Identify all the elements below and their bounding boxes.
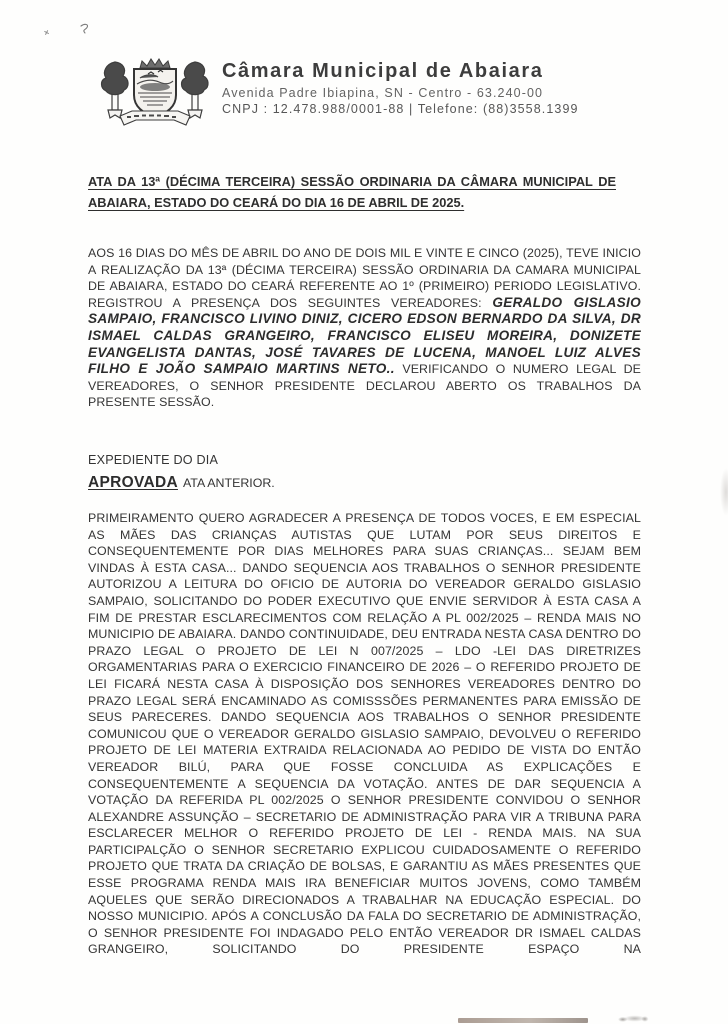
minutes-paragraph: PRIMEIRAMENTO QUERO AGRADECER A PRESENÇA DE TODOS VOCES, E EM ESPECIAL AS MÃES DAS CRIANÇAS AUTISTAS QUE LUTAM POR SEUS DIREITOS E CONSEQUENTEMENTE POR DIAS MELHORES PARA SUAS CRIANÇAS... SEJAM BEM VINDAS À ESTA CASA... DANDO SEQUENCIA AOS TRABALHOS O SENHOR PRESIDENTE AUTORIZOU A LEITURA DO OFICIO DE AUTORIA DO VEREADOR GERALDO GISLASIO SAMPAIO, SOLICITANDO DO PODER EXECUTIVO QUE ENVIE SERVIDOR À ESTA CASA A FIM DE PRESTAR ESCLARECIMENTOS COM RELAÇÃO A PL 002/2025 – RENDA MAIS NO MUNICIPIO DE ABAIARA. DANDO CONTINUIDADE, DEU ENTRADA NESTA CASA DENTRO DO PRAZO LEGAL O PROJETO DE LEI N 007/2025 – LDO -LEI DAS DIRETRIZES ORGAMENTARIAS PARA O EXERCICIO FINANCEIRO DE 2026 – O REFERIDO PROJETO DE LEI FICARÁ NESTA CASA À DISPOSIÇÃO DOS SENHORES VEREADORES DENTRO DO PRAZO LEGAL SERÁ ENCAMINADO AS COMISSSÕES PERMANENTES PARA EMISSÃO DE SEUS PARECERES. DANDO SEQUENCIA AOS TRABALHOS O SENHOR PRESIDENTE COMUNICOU QUE O VEREADOR GERALDO GISLASIO SAMPAIO, DEVOLVEU O REFERIDO PROJETO DE LEI MATERIA EXTRAIDA RELACIONADA AO PEDIDO DE VISTA DO ENTÃO VEREADOR BILÚ, PARA QUE FOSSE CONCLUIDA AS EXPLICAÇÕES E CONSEQUENTEMENTE A SEQUENCIA DA VOTAÇÃO. ANTES DE DAR SEQUENCIA A VOTAÇÃO DA REFERIDA PL 002/2025 O SENHOR PRESIDENTE CONVIDOU O SENHOR ALEXANDRE ASSUNÇÃO – SECRETARIO DE ADMINISTRAÇÃO PARA VIR A TRIBUNA PARA ESCLARECER MELHOR O REFERIDO PROJETO DE LEI - RENDA MAIS. NA SUA PARTICIPALÇÃO O SENHOR SECRETARIO EXPLICOU CUIDADOSAMENTE O REFERIDO PROJETO QUE TRATA DA CRIAÇÃO DE BOLSAS, E GARANTIU AS MÃES PRESENTES QUE ESSE PROGRAMA RENDA MAIS IRA BENEFICIAR MUITOS JOVENS, COMO TAMBÉM AQUELES QUE SERÃO DIRECIONADOS A TRABALHAR NA EDUCAÇÃO ESPECIAL. DO NOSSO MUNICIPIO. APÓS A CONCLUSÃO DA FALA DO SECRETARIO DE ADMINISTRAÇÃO, O SENHOR PRESIDENTE FOI INDAGADO PELO ENTÃO VEREADOR DR ISMAEL CALDAS GRANGEIRO, SOLICITANDO DO PRESIDENTE ESPAÇO NA [88,511,641,957]
aprovada-line [88,474,275,492]
opening-paragraph-lead: AOS 16 DIAS DO MÊS DE ABRIL DO ANO DE DOIS MIL E VINTE E CINCO (2025), TEVE INICIO A REALIZAÇÃO DA 13ª (DÉCIMA TERCEIRA) SESSÃO ORDINARIA DA CAMARA MUNICIPAL DE ABAIARA, ESTADO DO CEARÁ REFERENTE AO 1º (PRIMEIRO) PERIODO LEGISLATIVO. REGISTROU A PRESENÇA DOS SEGUINTES VEREADORES: [88,246,641,310]
aprovada-rest: ATA ANTERIOR. [182,476,275,490]
opening-paragraph [88,245,641,411]
expediente-heading: EXPEDIENTE DO DIA [88,453,219,467]
scan-edge-smudge [720,468,728,516]
opening-paragraph-tail: VERIFICANDO O NUMERO LEGAL DE VEREADORES, O SENHOR PRESIDENTE DECLAROU ABERTO OS TRABALHOS DA PRESENTE SESSÃO. [88,362,641,410]
abaiara-coat-of-arms-icon [96,54,214,143]
scan-bottom-bar [458,1018,588,1023]
org-name: Câmara Municipal de Abaiara [222,60,544,82]
org-address: Avenida Padre Ibiapina, SN - Centro - 63.240-00 [222,86,544,100]
councilmen-names: GERALDO GISLASIO SAMPAIO, FRANCISCO LIVINO DINIZ, CICERO EDSON BERNARDO DA SILVA, DR ISMAEL CALDAS GRANGEIRO, FRANCISCO ELISEU MOREIRA, DONIZETE EVANGELISTA DANTAS, JOSÉ TAVARES DE LUCENA, MANOEL LUIZ ALVES FILHO E JOÃO SAMPAIO MARTINS NETO.. [88,294,641,377]
scan-bottom-smudge [616,1014,650,1023]
aprovada-word: APROVADA [88,474,178,491]
letterhead [222,60,662,116]
document-title: ATA DA 13ª (DÉCIMA TERCEIRA) SESSÃO ORDINARIA DA CÂMARA MUNICIPAL DE ABAIARA, ESTADO DO CEARÁ DO DIA 16 DE ABRIL DE 2025. [88,174,616,210]
pen-mark-icon [44,31,49,35]
org-cnpj-phone: CNPJ : 12.478.988/0001-88 | Telefone: (88)3558.1399 [222,102,579,116]
pen-squiggle-icon [78,22,92,41]
